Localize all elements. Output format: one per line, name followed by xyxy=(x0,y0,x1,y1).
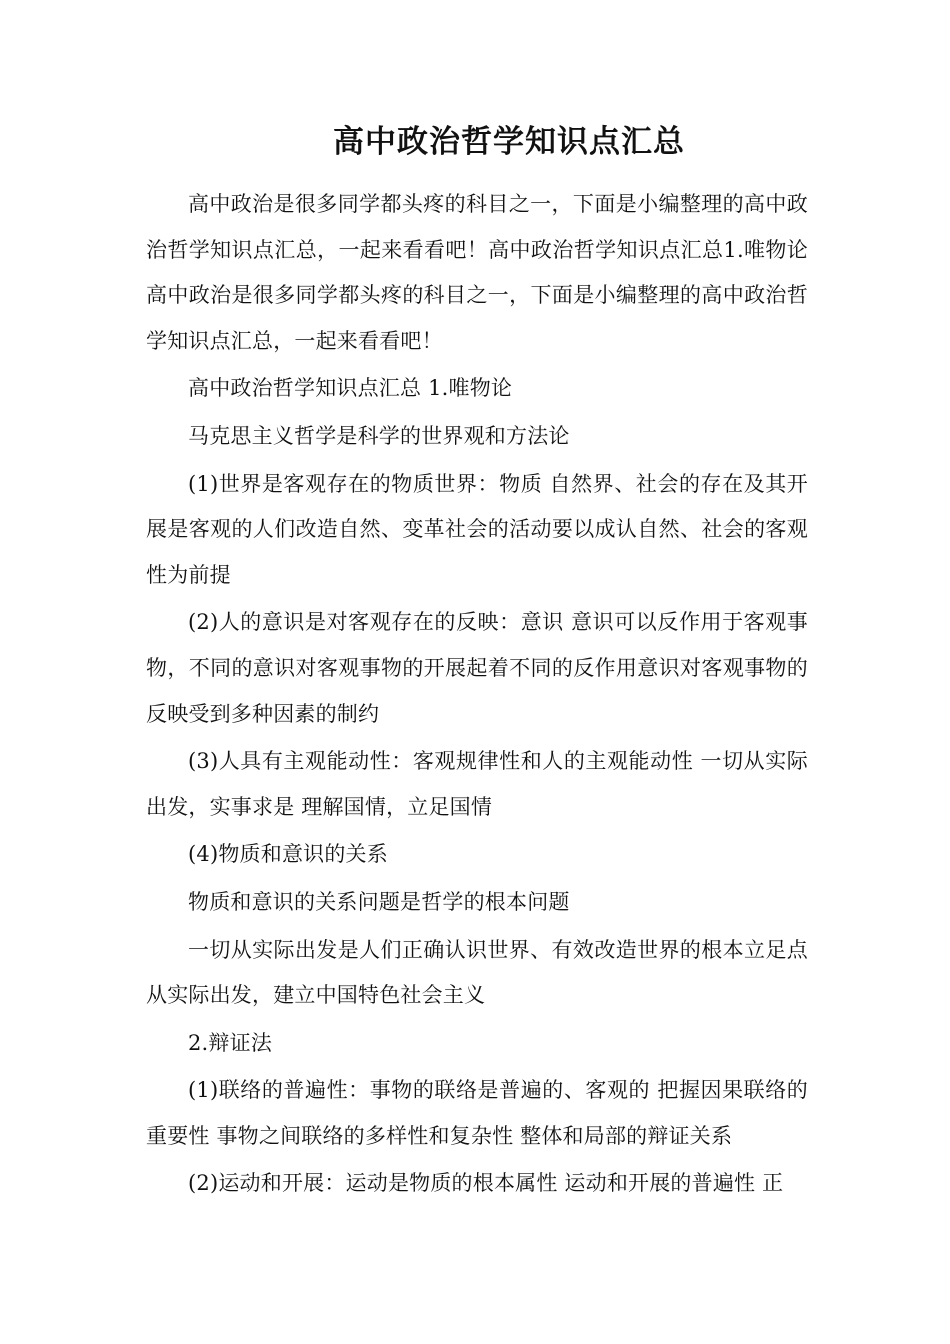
paragraph-fundamental-question: 物质和意识的关系问题是哲学的根本问题 xyxy=(188,889,570,914)
document-body xyxy=(146,182,808,1207)
paragraph-heading-materialism: 高中政治哲学知识点汇总 1.唯物论 xyxy=(188,376,513,401)
paragraph-intro: 高中政治是很多同学都头疼的科目之一，下面是小编整理的高中政治哲学知识点汇总，一起来看看吧！高中政治哲学知识点汇总1.唯物论高中政治是很多同学都头疼的科目之一，下面是小编整理的高中政治哲学知识点汇总，一起来看看吧！ xyxy=(146,192,808,353)
paragraph-marxism: 马克思主义哲学是科学的世界观和方法论 xyxy=(188,423,570,448)
paragraph-item-4: (4)物质和意识的关系 xyxy=(188,842,388,867)
paragraph-dialectics-2: (2)运动和开展：运动是物质的根本属性 运动和开展的普遍性 正 xyxy=(188,1171,784,1196)
paragraph-heading-dialectics: 2.辩证法 xyxy=(188,1030,273,1055)
paragraph-practical-basis: 一切从实际出发是人们正确认识世界、有效改造世界的根本立足点 从实际出发，建立中国特色社会主义 xyxy=(146,937,808,1008)
paragraph-dialectics-1: (1)联络的普遍性：事物的联络是普遍的、客观的 把握因果联络的重要性 事物之间联络的多样性和复杂性 整体和局部的辩证关系 xyxy=(146,1078,808,1148)
paragraph-item-1: (1)世界是客观存在的物质世界：物质 自然界、社会的存在及其开展是客观的人们改造自然、变革社会的活动要以成认自然、社会的客观性为前提 xyxy=(146,471,808,587)
paragraph-item-3: (3)人具有主观能动性：客观规律性和人的主观能动性 一切从实际出发，实事求是 理解国情，立足国情 xyxy=(146,749,808,819)
paragraph-item-2: (2)人的意识是对客观存在的反映：意识 意识可以反作用于客观事物，不同的意识对客观事物的开展起着不同的反作用意识对客观事物的反映受到多种因素的制约 xyxy=(146,610,808,726)
document-title: 高中政治哲学知识点汇总 xyxy=(333,124,685,160)
